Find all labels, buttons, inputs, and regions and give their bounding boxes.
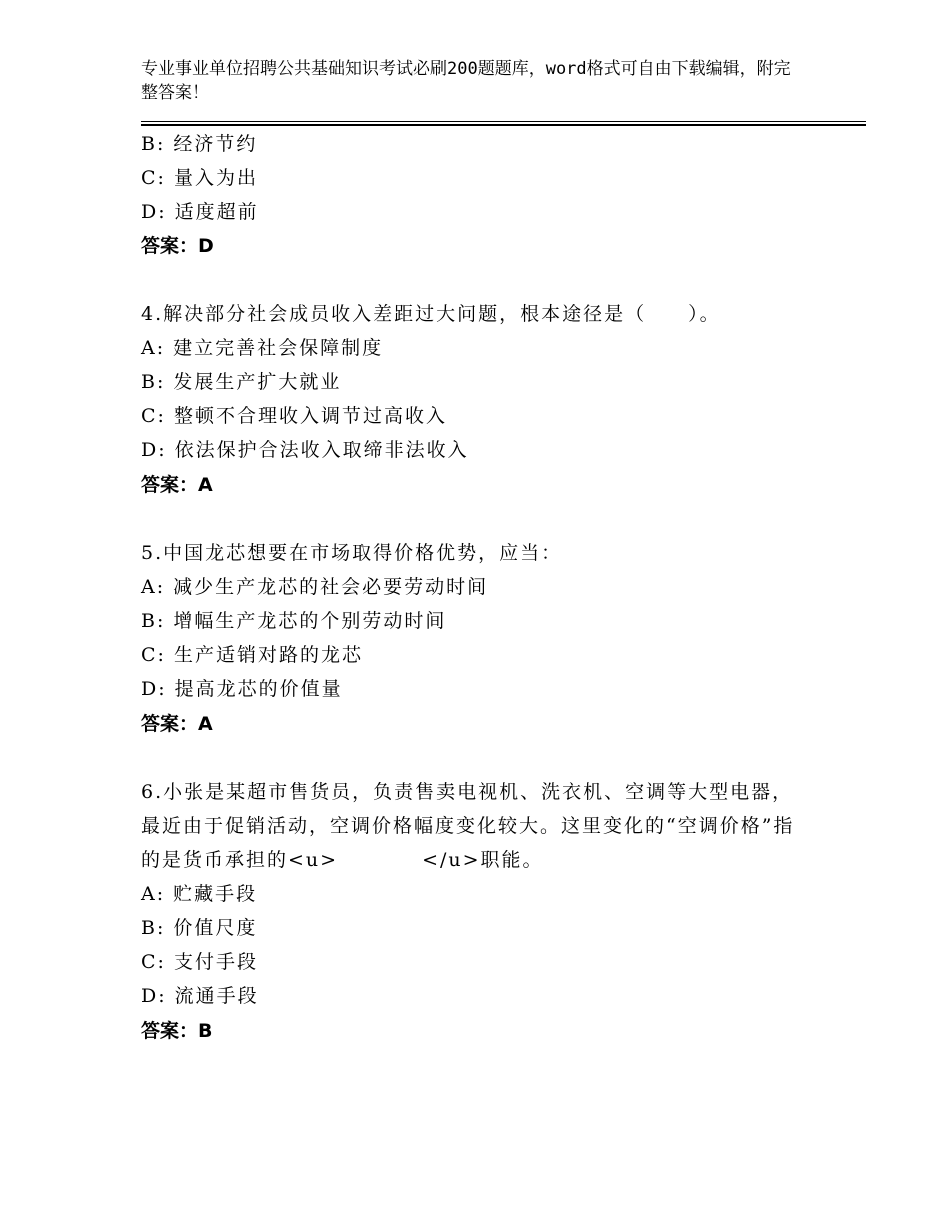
q3-answer: 答案：D xyxy=(141,235,214,257)
q5-option-c: C: 生产适销对路的龙芯 xyxy=(141,644,363,666)
document-header: 专业事业单位招聘公共基础知识考试必刷200题题库，word格式可自由下载编辑，附完整答案！ xyxy=(141,59,791,103)
q5-answer: 答案：A xyxy=(141,713,213,735)
q4-option-b: B: 发展生产扩大就业 xyxy=(141,371,342,393)
header-rule-thick xyxy=(141,124,866,126)
q6-answer: 答案：B xyxy=(141,1020,213,1042)
q3-option-d: D: 适度超前 xyxy=(141,201,259,223)
q5-option-b: B: 增幅生产龙芯的个别劳动时间 xyxy=(141,610,447,632)
q3-option-b: B: 经济节约 xyxy=(141,133,258,155)
q4-question: 4.解决部分社会成员收入差距过大问题，根本途径是（ ）。 xyxy=(141,303,721,325)
q4-option-c: C: 整顿不合理收入调节过高收入 xyxy=(141,405,447,427)
header-rule-thin xyxy=(141,121,866,122)
q3-option-c: C: 量入为出 xyxy=(141,167,258,189)
q4-option-d: D: 依法保护合法收入取缔非法收入 xyxy=(141,439,469,461)
q6-option-c: C: 支付手段 xyxy=(141,951,258,973)
q6-option-b: B: 价值尺度 xyxy=(141,917,258,939)
q5-option-a: A: 减少生产龙芯的社会必要劳动时间 xyxy=(141,576,489,598)
q4-answer: 答案：A xyxy=(141,474,213,496)
q6-option-a: A: 贮藏手段 xyxy=(141,883,258,905)
q5-option-d: D: 提高龙芯的价值量 xyxy=(141,678,343,700)
q4-option-a: A: 建立完善社会保障制度 xyxy=(141,337,384,359)
q5-question: 5.中国龙芯想要在市场取得价格优势，应当： xyxy=(141,542,563,564)
q6-option-d: D: 流通手段 xyxy=(141,985,259,1007)
q6-question: 6.小张是某超市售货员，负责售卖电视机、洗衣机、空调等大型电器，最近由于促销活动，空调价格幅度变化较大。这里变化的“空调价格”指的是货币承担的<u> </u>职能。 xyxy=(141,781,795,871)
